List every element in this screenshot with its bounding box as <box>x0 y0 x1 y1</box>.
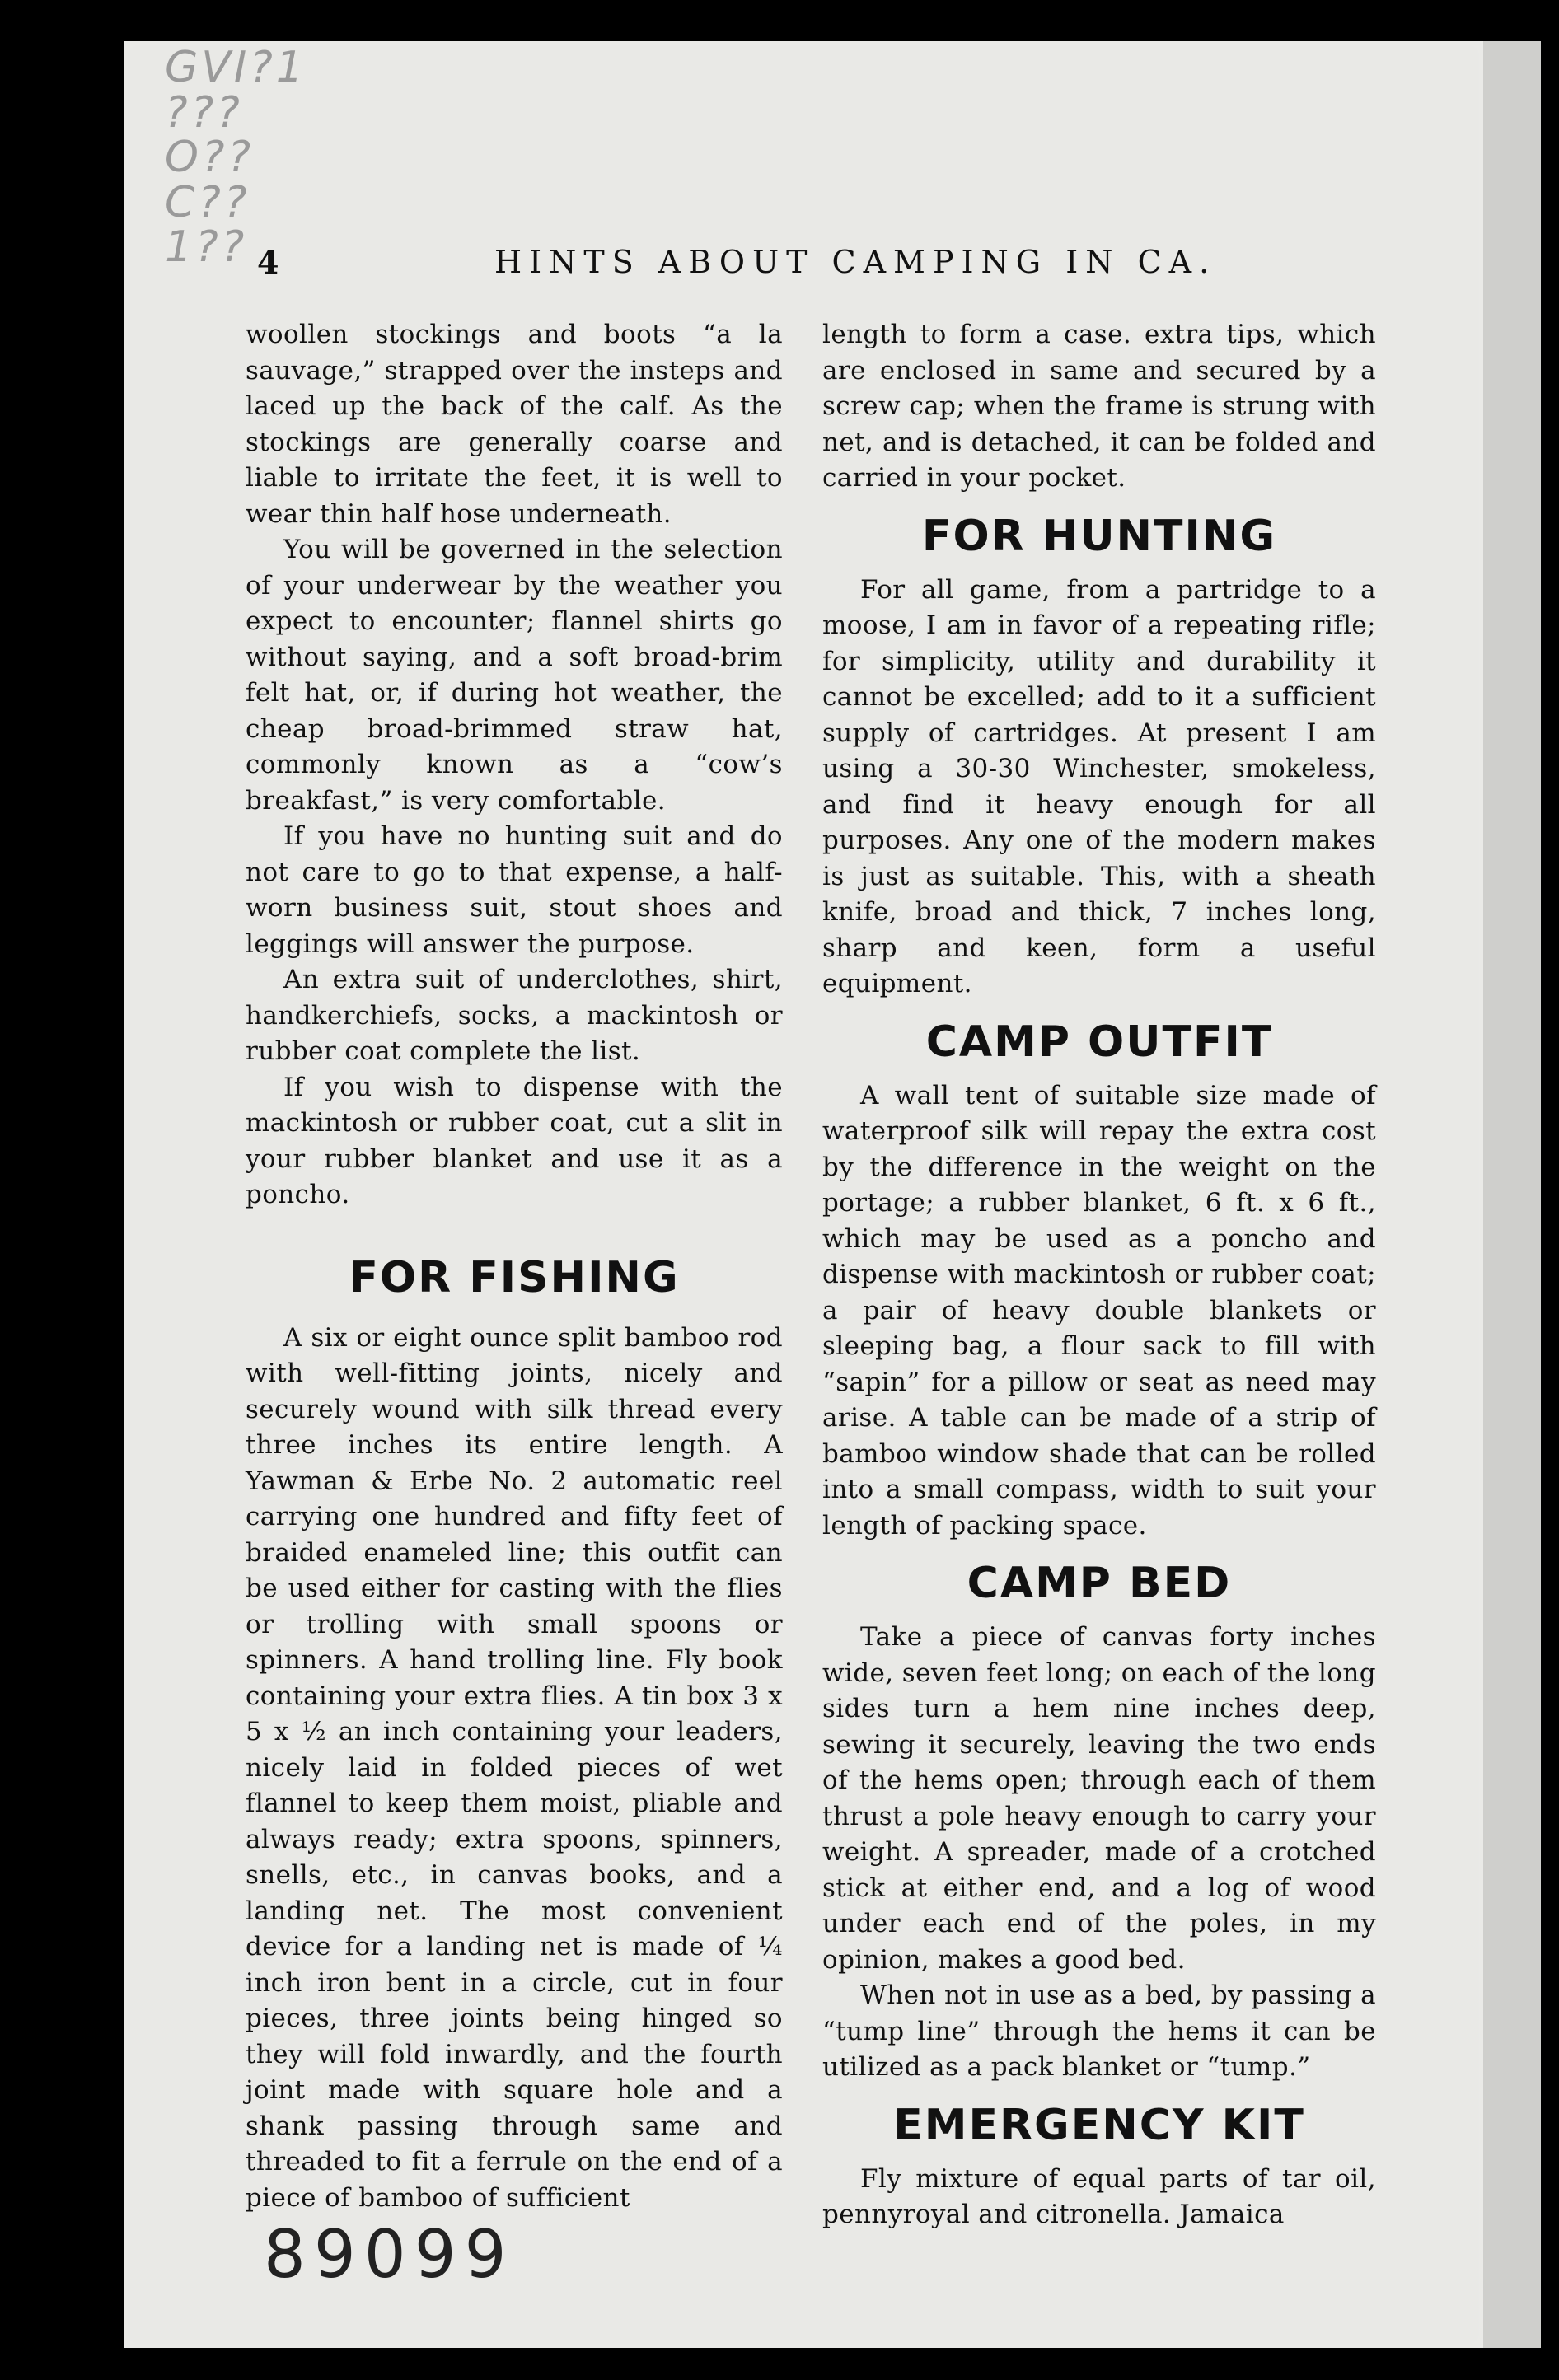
right-column <box>822 317 1376 2233</box>
paragraph: An extra suit of underclothes, shirt, handkerchiefs, socks, a mackintosh or rubber coat complete the list. <box>246 965 783 1066</box>
paragraph: If you have no hunting suit and do not care to go to that expense, a half-worn business suit, stout shoes and leggings will answer the purpose. <box>246 821 783 959</box>
page-number: 4 <box>257 244 279 281</box>
left-column <box>246 317 783 2216</box>
paragraph: Take a piece of canvas forty inches wide, seven feet long; on each of the long sides turn a hem nine inches deep, sewing it securely, leaving the two ends of the hems open; through each of them thrust a pole heavy enough to carry your weight. A spreader, made of a crotched stick at either end, and a log of wood under each end of the poles, in my opinion, makes a good bed. <box>822 1622 1376 1975</box>
archive-stamp-number: 89099 <box>264 2216 515 2293</box>
paragraph: When not in use as a bed, by passing a “tump line” through the hems it can be utilized as a pack blanket or “tump.” <box>822 1980 1376 2082</box>
paragraph: woollen stockings and boots “a la sauvage,” strapped over the insteps and laced up the back of the calf. As the stockings are generally coarse and liable to irritate the feet, it is well to wear thin half hose underneath. <box>246 320 783 529</box>
paragraph: If you wish to dispense with the mackintosh or rubber coat, cut a slit in your rubber blanket and use it as a poncho. <box>246 1072 783 1209</box>
section-heading-camp-bed: CAMP BED <box>967 1559 1232 1608</box>
running-title: HINTS ABOUT CAMPING IN CA. <box>494 244 1217 280</box>
section-heading-hunting: FOR HUNTING <box>921 511 1277 561</box>
section-heading-fishing: FOR FISHING <box>349 1252 680 1302</box>
paragraph: A six or eight ounce split bamboo rod with well-fitting joints, nicely and securely wound with silk thread every three inches its entire length. A Yawman & Erbe No. 2 automatic reel carrying one hundred and fifty feet of braided enameled line; this outfit can be used either for casting with the flies or trolling with small spoons or spinners. A hand trolling line. Fly book containing your extra flies. A tin box 3 x 5 x ½ an inch containing your leaders, nicely laid in folded pieces of wet flannel to keep them moist, pliable and always ready; extra spoons, spinners, snells, etc., in canvas books, and a landing net. The most convenient device for a landing net is made of ¼ inch iron bent in a circle, cut in four pieces, three joints being hinged so they will fold inwardly, and the fourth joint made with square hole and a shank passing through same and threaded to fit a ferrule on the end of a piece of bamboo of sufficient <box>246 1322 783 2213</box>
paragraph: For all game, from a partridge to a moose, I am in favor of a repeating rifle; for simplicity, utility and durability it cannot be excelled; add to it a sufficient supply of cartridges. At present I am using a 30-30 Winchester, smokeless, and find it heavy enough for all purposes. Any one of the modern makes is just as suitable. This, with a sheath knife, broad and thick, 7 inches long, sharp and keen, form a useful equipment. <box>822 574 1376 998</box>
paragraph: A wall tent of suitable size made of waterproof silk will repay the extra cost by the difference in the weight on the portage; a rubber blanket, 6 ft. x 6 ft., which may be used as a poncho and dispense with mackintosh or rubber coat; a pair of heavy double blankets or sleeping bag, a flour sack to fill with “sapin” for a pillow or seat as need may arise. A table can be made of a strip of bamboo window shade that can be rolled into a small compass, width to suit your length of packing space. <box>822 1080 1376 1541</box>
paragraph: length to form a case. extra tips, which are enclosed in same and secured by a screw cap; when the frame is strung with net, and is detached, it can be folded and carried in your pocket. <box>822 320 1376 493</box>
pencil-annotation: GVI?1 ??? O?? C?? 1?? <box>165 43 307 273</box>
section-heading-emergency-kit: EMERGENCY KIT <box>893 2100 1305 2150</box>
section-heading-camp-outfit: CAMP OUTFIT <box>925 1017 1273 1067</box>
paragraph: Fly mixture of equal parts of tar oil, pennyroyal and citronella. Jamaica <box>822 2163 1376 2229</box>
adjacent-page-edge <box>1483 41 1541 2348</box>
paragraph: You will be governed in the selection of your underwear by the weather you expect to encounter; flannel shirts go without saying, and a soft broad-brim felt hat, or, if during hot weather, the cheap broad-brimmed straw hat, commonly known as a “cow’s breakfast,” is very comfortable. <box>246 535 783 816</box>
